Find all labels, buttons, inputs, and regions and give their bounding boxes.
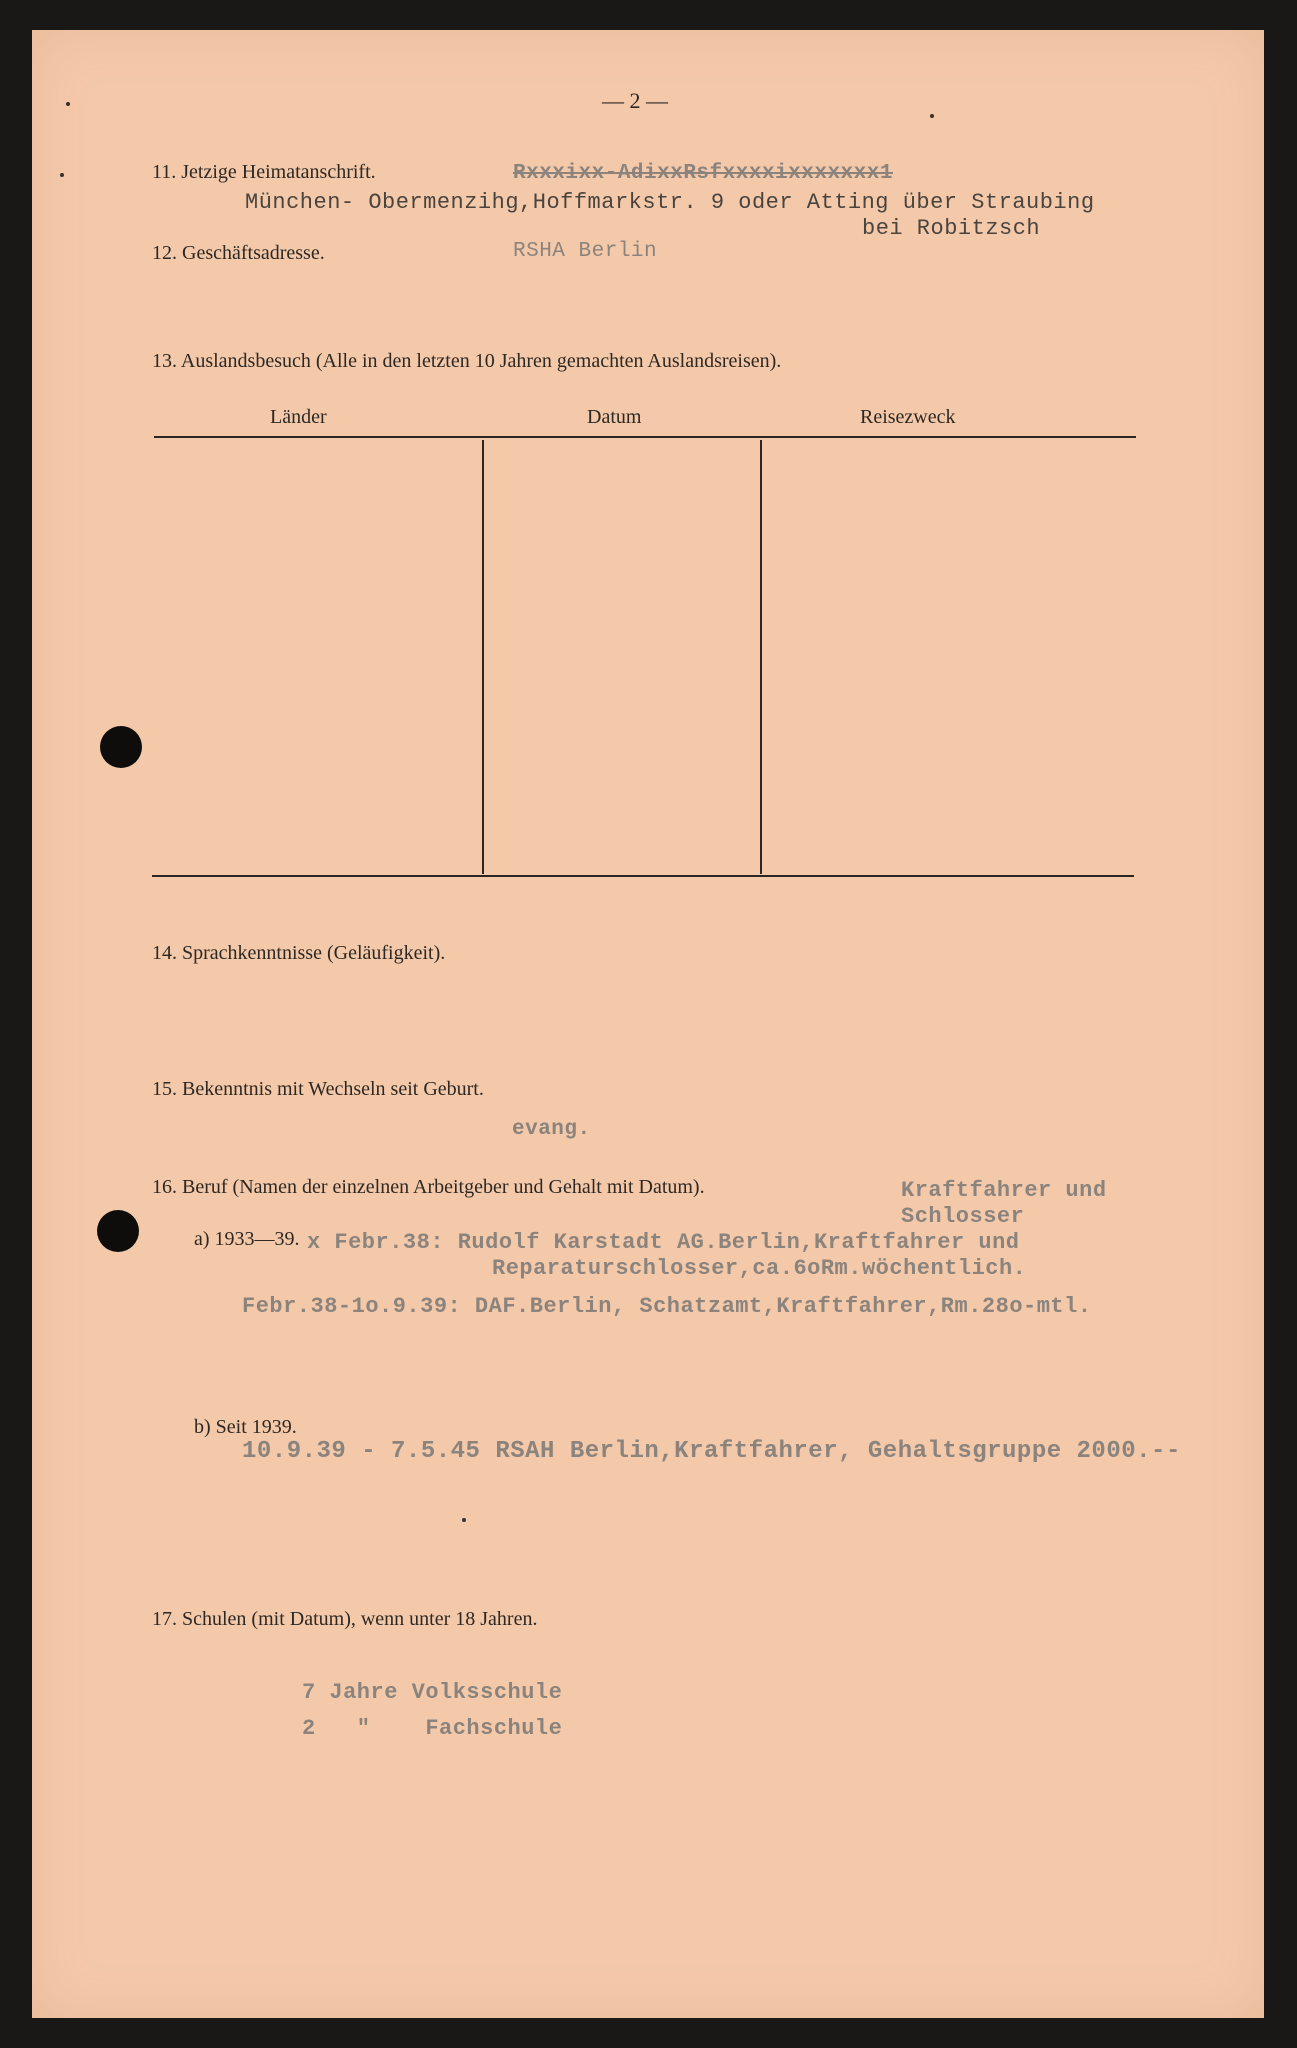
q16-label: 16. Beruf (Namen der einzelnen Arbeitgeber und Gehalt mit Datum). bbox=[152, 1176, 705, 1198]
q16-a-line1: x Febr.38: Rudolf Karstadt AG.Berlin,Kraftfahrer und bbox=[307, 1230, 1020, 1255]
q16-job-line1: Kraftfahrer und bbox=[901, 1178, 1107, 1203]
speck bbox=[66, 102, 70, 106]
q12-value: RSHA Berlin bbox=[513, 240, 658, 263]
speck bbox=[462, 1518, 466, 1522]
page-number: — 2 — bbox=[602, 88, 668, 113]
q16-b-line1: 10.9.39 - 7.5.45 RSAH Berlin,Kraftfahrer, Gehaltsgruppe 2000.-- bbox=[242, 1438, 1181, 1465]
q13-column-header-datum: Datum bbox=[587, 406, 642, 428]
q17-label: 17. Schulen (mit Datum), wenn unter 18 Jahren. bbox=[152, 1608, 538, 1630]
q13-table-bottom-rule bbox=[152, 875, 1134, 877]
q11-address-line1: München- Obermenzihg,Hoffmarkstr. 9 oder Atting über Straubing bbox=[245, 190, 1095, 215]
speck bbox=[930, 114, 934, 118]
q13-table-divider-2 bbox=[760, 440, 762, 874]
q17-school-line1: 7 Jahre Volksschule bbox=[302, 1680, 563, 1705]
q14-label: 14. Sprachkenntnisse (Geläufigkeit). bbox=[152, 942, 446, 964]
q13-column-header-laender: Länder bbox=[270, 406, 327, 428]
q13-table-top-rule bbox=[154, 436, 1136, 438]
q11-address-line2: bei Robitzsch bbox=[862, 216, 1041, 241]
q11-label: 11. Jetzige Heimatanschrift. bbox=[152, 161, 376, 183]
document-page bbox=[32, 30, 1264, 2018]
q15-value: evang. bbox=[512, 1118, 591, 1141]
q16-b-label: b) Seit 1939. bbox=[194, 1416, 297, 1438]
q16-job-line2: Schlosser bbox=[901, 1204, 1025, 1229]
speck bbox=[60, 173, 64, 177]
q17-school-line2: 2 " Fachschule bbox=[302, 1716, 563, 1741]
q12-label: 12. Geschäftsadresse. bbox=[152, 242, 325, 264]
q13-table-divider-1 bbox=[482, 440, 484, 874]
q16-a-label: a) 1933—39. bbox=[194, 1228, 300, 1250]
q16-a-line2: Reparaturschlosser,ca.6oRm.wöchentlich. bbox=[492, 1256, 1027, 1281]
q13-column-header-reisezweck: Reisezweck bbox=[860, 406, 956, 428]
q15-label: 15. Bekenntnis mit Wechseln seit Geburt. bbox=[152, 1078, 484, 1100]
punch-hole-bottom bbox=[97, 1210, 139, 1252]
punch-hole-top bbox=[100, 726, 142, 768]
q13-label: 13. Auslandsbesuch (Alle in den letzten 10 Jahren gemachten Auslandsreisen). bbox=[152, 350, 782, 372]
q11-struck-text: Rxxxixx-AdixxRsfxxxxixxxxxxx1 bbox=[513, 162, 893, 185]
q16-a-line3: Febr.38-1o.9.39: DAF.Berlin, Schatzamt,Kraftfahrer,Rm.28o-mtl. bbox=[242, 1294, 1092, 1319]
